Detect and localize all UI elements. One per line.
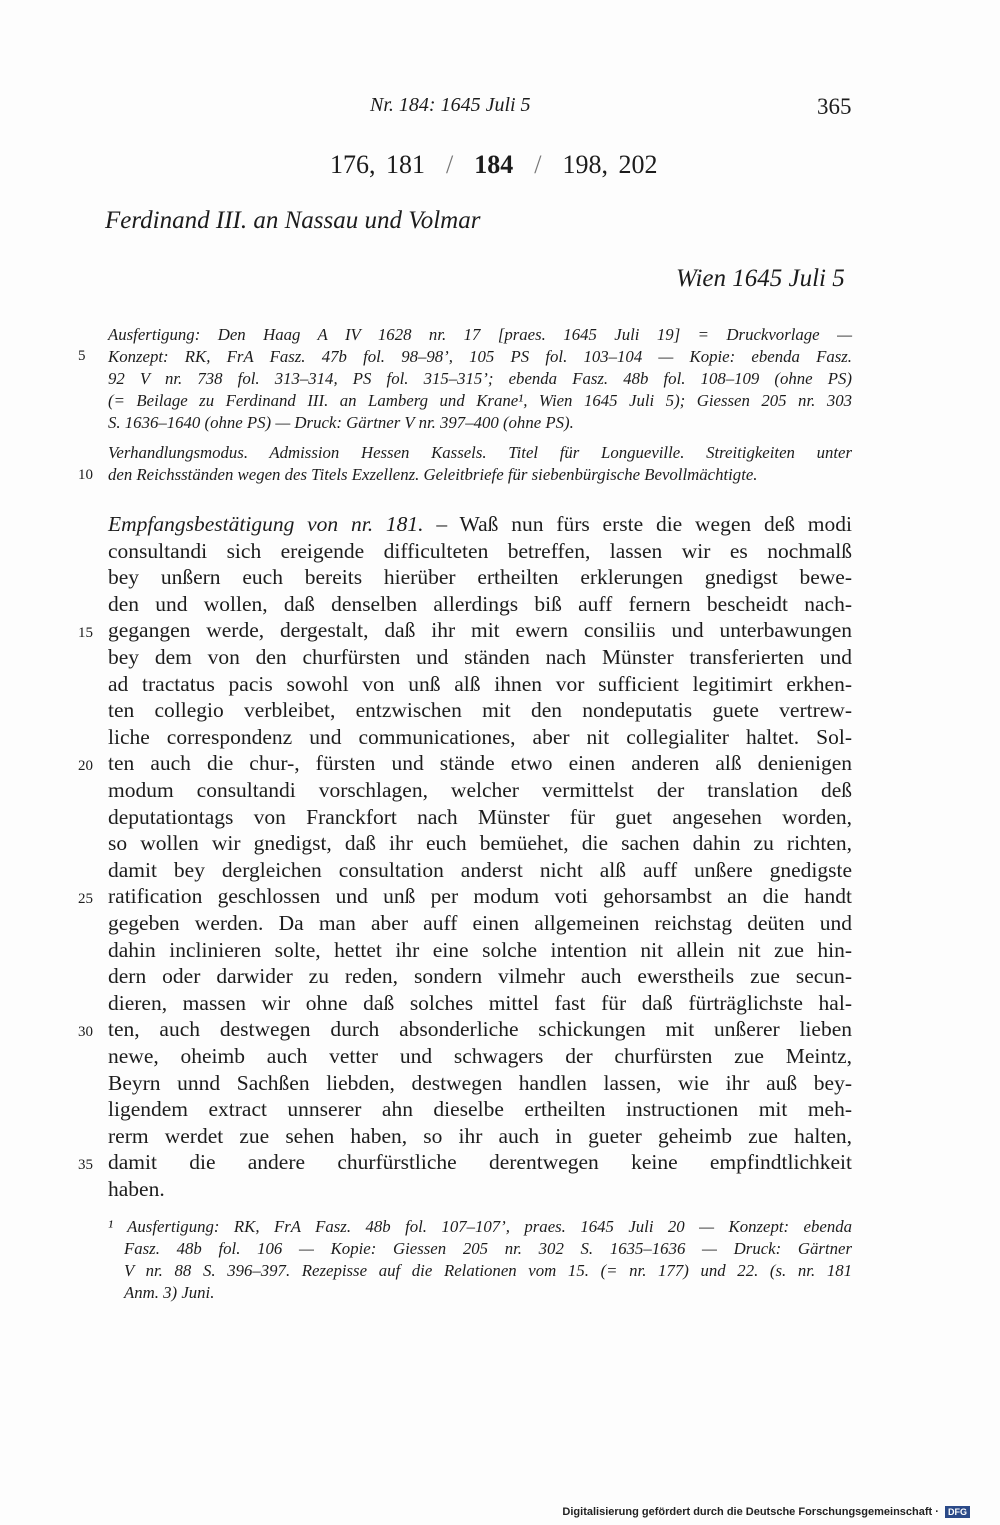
footnote-line: V nr. 88 S. 396–397. Rezepisse auf die Relationen vom 15. (= nr. 177) und 22. (s. nr. 181 bbox=[124, 1261, 852, 1280]
meta-line: 92 V nr. 738 fol. 313–314, PS fol. 315–315’; ebenda Fasz. 48b fol. 108–109 (ohne PS) bbox=[108, 369, 852, 388]
crossref-current-number: 184 bbox=[474, 150, 514, 179]
body-line: Empfangsbestätigung von nr. 181. – Waß nun fürs erste die wegen deß modi bbox=[108, 512, 853, 536]
document-place-date: Wien 1645 Juli 5 bbox=[676, 265, 845, 292]
line-number: 35 bbox=[78, 1157, 93, 1173]
crossref-previous: 176, 181 bbox=[330, 150, 425, 179]
footnote-line: Anm. 3) Juni. bbox=[124, 1283, 215, 1302]
body-line: so wollen wir gnedigst, daß ihr euch bemüehet, die sachen dahin zu richten, bbox=[108, 831, 852, 856]
body-line: ratification geschlossen und unß per modum voti gehorsambst an die handt bbox=[108, 884, 852, 909]
running-header-title: Nr. 184: 1645 Juli 5 bbox=[370, 94, 531, 116]
footnote-line: Fasz. 48b fol. 106 — Kopie: Giessen 205 nr. 302 S. 1635–1636 — Druck: Gärtner bbox=[124, 1239, 852, 1258]
document-title: Ferdinand III. an Nassau und Volmar bbox=[105, 207, 481, 234]
body-line: dieren, massen wir ohne daß solches mittel fast für daß fürträglichste hal- bbox=[108, 990, 852, 1015]
meta-line: (= Beilage zu Ferdinand III. an Lamberg und Krane¹, Wien 1645 Juli 5); Giessen 205 nr. 303 bbox=[108, 391, 852, 410]
meta-line: S. 1636–1640 (ohne PS) — Druck: Gärtner V nr. 397–400 (ohne PS). bbox=[108, 413, 574, 432]
body-line: ten auch die chur-, fürsten und stände etwo einen anderen alß denienigen bbox=[108, 751, 852, 776]
body-line: dahin inclinieren solte, hettet ihr eine solche intention nit allein nit zue hin- bbox=[108, 937, 852, 962]
line-number: 15 bbox=[78, 625, 93, 641]
body-line: consultandi sich ereigende difficulteten betreffen, lassen wir es nochmalß bbox=[108, 538, 852, 563]
body-line: deputationtags von Franckfort nach Münster für guet angesehen worden, bbox=[108, 804, 852, 829]
body-line: ad tractatus pacis sowohl von unß alß ihnen vor sufficient legitimirt erkhen- bbox=[108, 671, 852, 696]
digitization-credit bbox=[562, 1506, 970, 1518]
dfg-logo: DFG bbox=[945, 1506, 970, 1518]
crossref-separator: / bbox=[523, 150, 552, 179]
digitization-credit-text: Digitalisierung gefördert durch die Deutsche Forschungsgemeinschaft · bbox=[562, 1506, 939, 1518]
line-number: 5 bbox=[78, 348, 86, 364]
body-intro: Empfangsbestätigung von nr. 181. bbox=[108, 512, 424, 536]
meta-line: Konzept: RK, FrA Fasz. 47b fol. 98–98’, 105 PS fol. 103–104 — Kopie: ebenda Fasz. bbox=[108, 347, 852, 366]
body-line: damit bey dergleichen consultation anderst nicht alß auff unßere gnedigste bbox=[108, 857, 852, 882]
line-number: 10 bbox=[78, 467, 93, 483]
document-crossrefs bbox=[330, 150, 657, 180]
line-number: 30 bbox=[78, 1024, 93, 1040]
body-line: ten, auch destwegen durch absonderliche schickungen mit unßerer lieben bbox=[108, 1017, 852, 1042]
body-line: ten collegio verbleibet, entzwischen mit den nondeputatis guete vertrew- bbox=[108, 698, 852, 723]
page-number: 365 bbox=[817, 94, 852, 119]
line-number: 20 bbox=[78, 758, 93, 774]
body-line: damit die andere churfürstliche derentwegen keine empfindtlichkeit bbox=[108, 1150, 852, 1175]
body-line: den und wollen, daß denselben allerdings biß auff fernern bescheidt nach- bbox=[108, 591, 852, 616]
body-line: Beyrn unnd Sachßen liebden, destwegen handlen lassen, wie ihr auß bey- bbox=[108, 1070, 852, 1095]
summary-line: den Reichsständen wegen des Titels Exzellenz. Geleitbriefe für siebenbürgische Bevollmächtigte. bbox=[108, 465, 758, 484]
body-line: modum consultandi vorschlagen, welcher vermittelst der translation deß bbox=[108, 778, 852, 802]
body-line: bey dem von den churfürsten und ständen nach Münster transferierten und bbox=[108, 645, 852, 669]
meta-line: Ausfertigung: Den Haag A IV 1628 nr. 17 [praes. 1645 Juli 19] = Druckvorlage — bbox=[108, 325, 852, 344]
body-line: liche correspondenz und communicationes, aber nit collegialiter haltet. Sol- bbox=[108, 724, 852, 749]
crossref-next: 198, 202 bbox=[562, 150, 658, 179]
body-line: gegeben werden. Da man aber auff einen allgemeinen reichstag deüten und bbox=[108, 911, 852, 935]
body-line: haben. bbox=[108, 1177, 165, 1201]
body-line: gegangen werde, dergestalt, daß ihr mit ewern consiliis und unterbawungen bbox=[108, 618, 852, 643]
body-line: bey unßern euch bereits hierüber ertheilten erklerungen gnedigst bewe- bbox=[108, 565, 852, 590]
body-line: newe, oheimb auch vetter und schwagers der churfürsten zue Meintz, bbox=[108, 1044, 852, 1068]
body-line: ligendem extract unnserer ahn dieselbe ertheilten instructionen mit meh- bbox=[108, 1097, 852, 1122]
line-number: 25 bbox=[78, 891, 93, 907]
summary-line: Verhandlungsmodus. Admission Hessen Kassels. Titel für Longueville. Streitigkeiten unter bbox=[108, 443, 852, 462]
body-line: rerm werdet zue sehen haben, so ihr auch in gueter geheimb zue halten, bbox=[108, 1123, 852, 1148]
footnote-line: ¹ Ausfertigung: RK, FrA Fasz. 48b fol. 107–107’, praes. 1645 Juli 20 — Konzept: ebenda bbox=[108, 1217, 852, 1236]
body-line: dern oder darwider zu reden, sondern vilmehr auch ewerstheils zue secun- bbox=[108, 964, 852, 989]
crossref-separator: / bbox=[435, 150, 464, 179]
